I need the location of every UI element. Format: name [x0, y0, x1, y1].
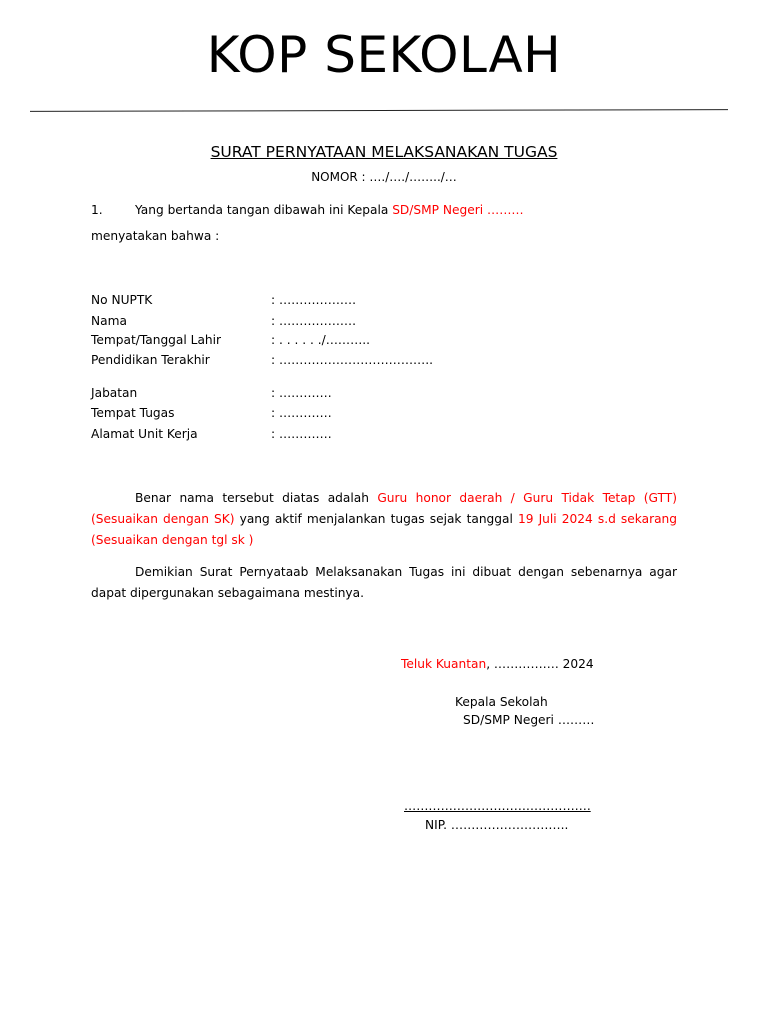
signatory-role: Kepala Sekolah — [455, 695, 548, 709]
document-number: NOMOR : …./…./……../… — [311, 170, 457, 184]
field-value: : . . . . . ./……….. — [271, 333, 371, 347]
field-value: : …………. — [271, 427, 332, 441]
intro-number: 1. — [91, 203, 103, 217]
statement-paragraph — [91, 488, 677, 551]
field-value: : …………. — [271, 406, 332, 420]
field-label: Tempat Tugas — [91, 406, 175, 420]
letterhead-title: KOP SEKOLAH — [206, 26, 562, 84]
field-value: : ……………………………….. — [271, 353, 433, 367]
start-date-placeholder: 19 Juli 2024 s.d sekarang (Sesuaikan dengan tgl sk ) — [91, 512, 678, 547]
intro-text: Yang bertanda tangan dibawah ini Kepala — [135, 203, 393, 217]
signatory-nip: NIP. ……………………….. — [425, 818, 569, 832]
document-title: SURAT PERNYATAAN MELAKSANAKAN TUGAS — [210, 143, 558, 161]
statement-text: Benar nama tersebut diatas adalah — [135, 491, 378, 505]
field-value: : ………………. — [271, 314, 356, 328]
letterhead-divider — [30, 109, 728, 112]
signature-place-date — [401, 657, 594, 671]
signature-date: , ……………. 2024 — [486, 657, 594, 671]
field-label: Jabatan — [91, 386, 138, 400]
signatory-school: SD/SMP Negeri ……… — [463, 713, 595, 727]
statement-text-continued: yang aktif menjalankan tugas sejak tanggal — [234, 512, 518, 526]
employment-status-placeholder: Guru honor daerah / Guru Tidak Tetap (GTT)(Sesuaikan dengan SK) — [91, 491, 677, 526]
field-label: Alamat Unit Kerja — [91, 427, 198, 441]
school-placeholder: SD/SMP Negeri ……… — [392, 203, 524, 217]
signatory-name-line: ………………………………………. — [404, 799, 591, 813]
field-label: Nama — [91, 314, 127, 328]
closing-paragraph: Demikian Surat Pernyataab Melaksanakan Tugas ini dibuat dengan sebenarnya agar dapat dipergunakan sebagaimana mestinya. — [91, 565, 677, 600]
intro-statement — [135, 203, 524, 217]
field-label: Pendidikan Terakhir — [91, 353, 210, 367]
field-value: : …………. — [271, 386, 332, 400]
field-label: Tempat/Tanggal Lahir — [91, 333, 222, 347]
field-value: : ………………. — [271, 293, 356, 307]
field-label: No NUPTK — [91, 293, 153, 307]
signature-place: Teluk Kuantan — [401, 657, 487, 671]
intro-continuation: menyatakan bahwa : — [91, 229, 220, 243]
